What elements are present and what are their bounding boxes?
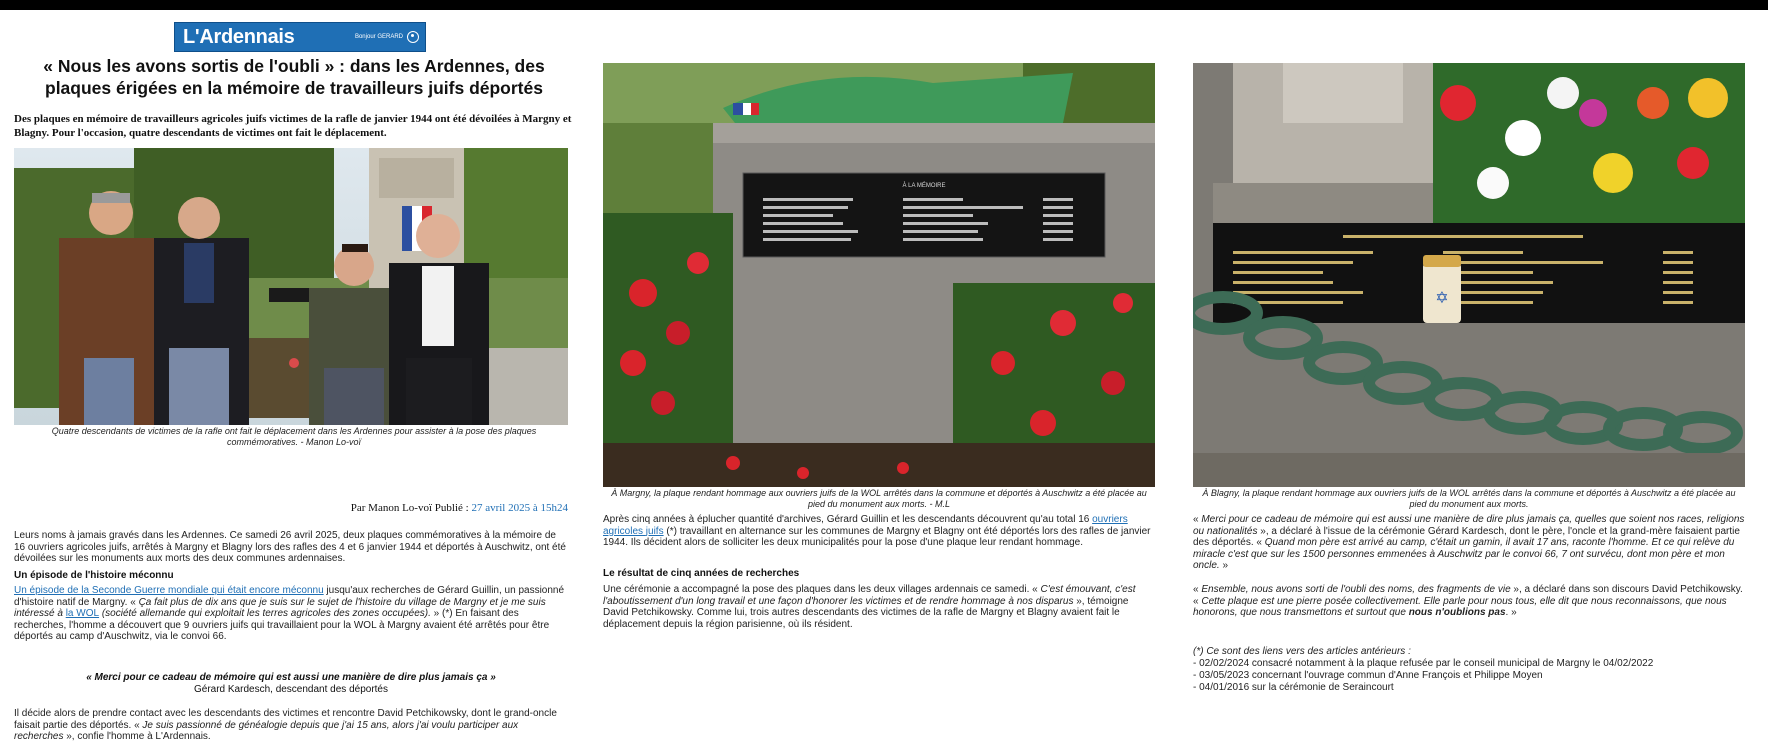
note-1[interactable]: - 02/02/2024 consacré notamment à la plaque refusée par le conseil municipal de Margny le 04/02/2022 [1193, 658, 1654, 669]
photo-descendants [14, 148, 568, 425]
p7-close: . » [1505, 607, 1517, 619]
ardennais-logo[interactable]: L'Ardennais [183, 25, 295, 48]
p7-strong: nous n'oublions pas [1408, 607, 1506, 619]
link-ouvriers-agricoles[interactable]: ouvriers agricoles juifs [603, 514, 1128, 537]
p7-open: « [1193, 584, 1202, 595]
p7-text: », a déclaré dans son discours David Petchikowsky. « [1193, 584, 1743, 607]
paragraph-2 [14, 585, 568, 643]
byline [14, 502, 568, 514]
p5-text-b: », témoigne David Petchikowsky. Comme lui, trois autres descendants des victimes de la rafle de Margny et Blagny avaient fait le déplacement depuis la région parisienne, où ils résident. [603, 595, 1129, 630]
p2-quote-a: Ça fait plus de dix ans que je suis sur le sujet de l'histoire du village de Margny et je me suis intéressé à [14, 596, 546, 620]
photo2-caption: À Margny, la plaque rendant hommage aux ouvriers juifs de la WOL arrêtés dans la commune et déportés à Auschwitz a été placée au pied du monument aux morts. - M.L [611, 488, 1147, 509]
pull-quote-attribution: Gérard Kardesch, descendant des déportés [193, 684, 388, 695]
user-icon[interactable] [407, 31, 419, 43]
p2-quote-b: (société allemande qui exploitait les terres agricoles des zones occupées). [99, 608, 431, 620]
p4-text-b: (*) travaillant en alternance sur les communes de Margny et Blagny ont été déportés lors des rafles de janvier 1944. Ils décident alors de solliciter les deux municipalités pour la pose d'une plaque leur rendant hommage. [603, 525, 1151, 549]
p5-text-a: Une cérémonie a accompagné la pose des plaques dans les deux villages ardennais ce samedi. « [603, 584, 1041, 595]
photo3-caption: À Blagny, la plaque rendant hommage aux ouvriers juifs de la WOL arrêtés dans la commune et déportés à Auschwitz a été placée au pied du monument aux morts. [1202, 488, 1736, 509]
p2-text-b: » (*) En faisant des recherches, l'homme a découvert que 9 ouvriers juifs qui travaillaient pour la WOL à Margny avaient été arrêtés pour être déportés au camp d'Auschwitz, via le convoi 66. [14, 608, 550, 643]
p6-text: », a déclaré à l'issue de la cérémonie Gérard Kardesch, dont le père, l'oncle et la grand-mère faisaient partie des déportés. « [1193, 525, 1740, 549]
p6-close: » [1219, 560, 1229, 572]
paragraph-1: Leurs noms à jamais gravés dans les Ardennes. Ce samedi 26 avril 2025, deux plaques commémoratives à la mémoire de 16 ouvriers agricoles juifs, arrêtés à Margny et Blagny lors des rafles des 4 et 6 janvier 1944 et déportés à Auschwitz, ont été dévoilées sur les monuments aux morts des deux communes ardennaises. [14, 530, 566, 565]
p6-quote-b: Quand mon père est arrivé au camp, c'était un gamin, il avait 17 ans, raconte l'homme. Et ce qui relève du miracle c'est que sur les 1500 personnes emmenées à Auschwitz par le convoi 66, 7 ont survécu, dont mon père et mon oncle. [1193, 537, 1735, 572]
link-seconde-guerre[interactable]: Un épisode de la Seconde Guerre mondiale qui était encore méconnu [14, 585, 324, 596]
p6-quote-a: Merci pour ce cadeau de mémoire qui est aussi une manière de dire plus jamais ça, quelles que soient nos races, religions ou nationalités [1193, 514, 1745, 537]
paragraph-4 [603, 514, 1155, 549]
paragraph-3 [14, 708, 568, 743]
greeting-text: Bonjour GERARD [354, 34, 403, 40]
article-headline: « Nous les avons sortis de l'oubli » : dans les Ardennes, des plaques érigées en la mémoire de travailleurs juifs déportés [43, 56, 545, 98]
photo1-caption: Quatre descendants de victimes de la rafle ont fait le déplacement dans les Ardennes pour assister à la pose des plaques commémoratives. - Manon Lo-voï [51, 426, 537, 447]
p5-quote: C'est émouvant, c'est l'aboutissement d'un long travail et une façon d'honorer les victimes et de rendre hommage à nos disparus [603, 584, 1136, 607]
p3-text-a: Il décide alors de prendre contact avec les descendants des victimes et rencontre David Petchikowsky, dont le grand-oncle faisait partie des déportés. « [14, 708, 557, 731]
subhead-1: Un épisode de l'histoire méconnu [14, 570, 174, 581]
pull-quote: « Merci pour ce cadeau de mémoire qui est aussi une manière de dire plus jamais ça » [86, 672, 496, 683]
p7-quote-a: Ensemble, nous avons sorti de l'oubli des noms, des fragments de vie [1201, 584, 1511, 595]
paragraph-7 [1193, 584, 1745, 619]
p6-open: « [1193, 514, 1202, 525]
note-2[interactable]: - 03/05/2023 concernant l'ouvrage commun d'Anne François et Philippe Moyen [1193, 670, 1543, 681]
p4-text-a: Après cinq années à éplucher quantité d'archives, Gérard Guillin et les descendants découvrent qu'au total 16 [603, 514, 1093, 525]
p3-quote: Je suis passionné de généalogie depuis que j'ai 15 ans, alors j'ai voulu participer aux recherches [14, 719, 519, 743]
subhead-2: Le résultat de cinq années de recherches [603, 568, 800, 579]
masthead [174, 22, 426, 52]
byline-date[interactable]: 27 avril 2025 à 15h24 [471, 502, 568, 514]
paragraph-6 [1193, 514, 1745, 572]
link-wol[interactable]: la WOL [65, 608, 100, 620]
note-3[interactable]: - 04/01/2016 sur la cérémonie de Seraincourt [1193, 682, 1394, 693]
p7-quote-b: Cette plaque est une pierre posée collectivement. Elle parle pour nous tous, elle dit que nous reconnaissons, que nous honorons, que nous transmettons et surtout que [1193, 595, 1727, 619]
top-black-bar [0, 0, 1768, 10]
notes-title: (*) Ce sont des liens vers des articles antérieurs : [1193, 646, 1411, 657]
photo-margny-plaque [603, 63, 1155, 487]
p2-text-a: jusqu'aux recherches de Gérard Guillin, un passionné d'histoire natif de Margny. « [14, 585, 565, 608]
byline-author: Par Manon Lo-voï Publié : [350, 502, 472, 514]
photo-blagny-plaque [1193, 63, 1745, 487]
article-standfirst: Des plaques en mémoire de travailleurs agricoles juifs victimes de la rafle de janvier 1944 ont été dévoilées à Margny et Blagny. Pour l'occasion, quatre descendants de victimes ont fait le déplacement. [14, 113, 572, 139]
p3-text-b: », confie l'homme à L'Ardennais. [63, 731, 211, 743]
plaque-heading: À LA MÉMOIRE [902, 183, 946, 189]
paragraph-5 [603, 584, 1155, 630]
star-of-david-icon: ✡ [1435, 290, 1449, 307]
